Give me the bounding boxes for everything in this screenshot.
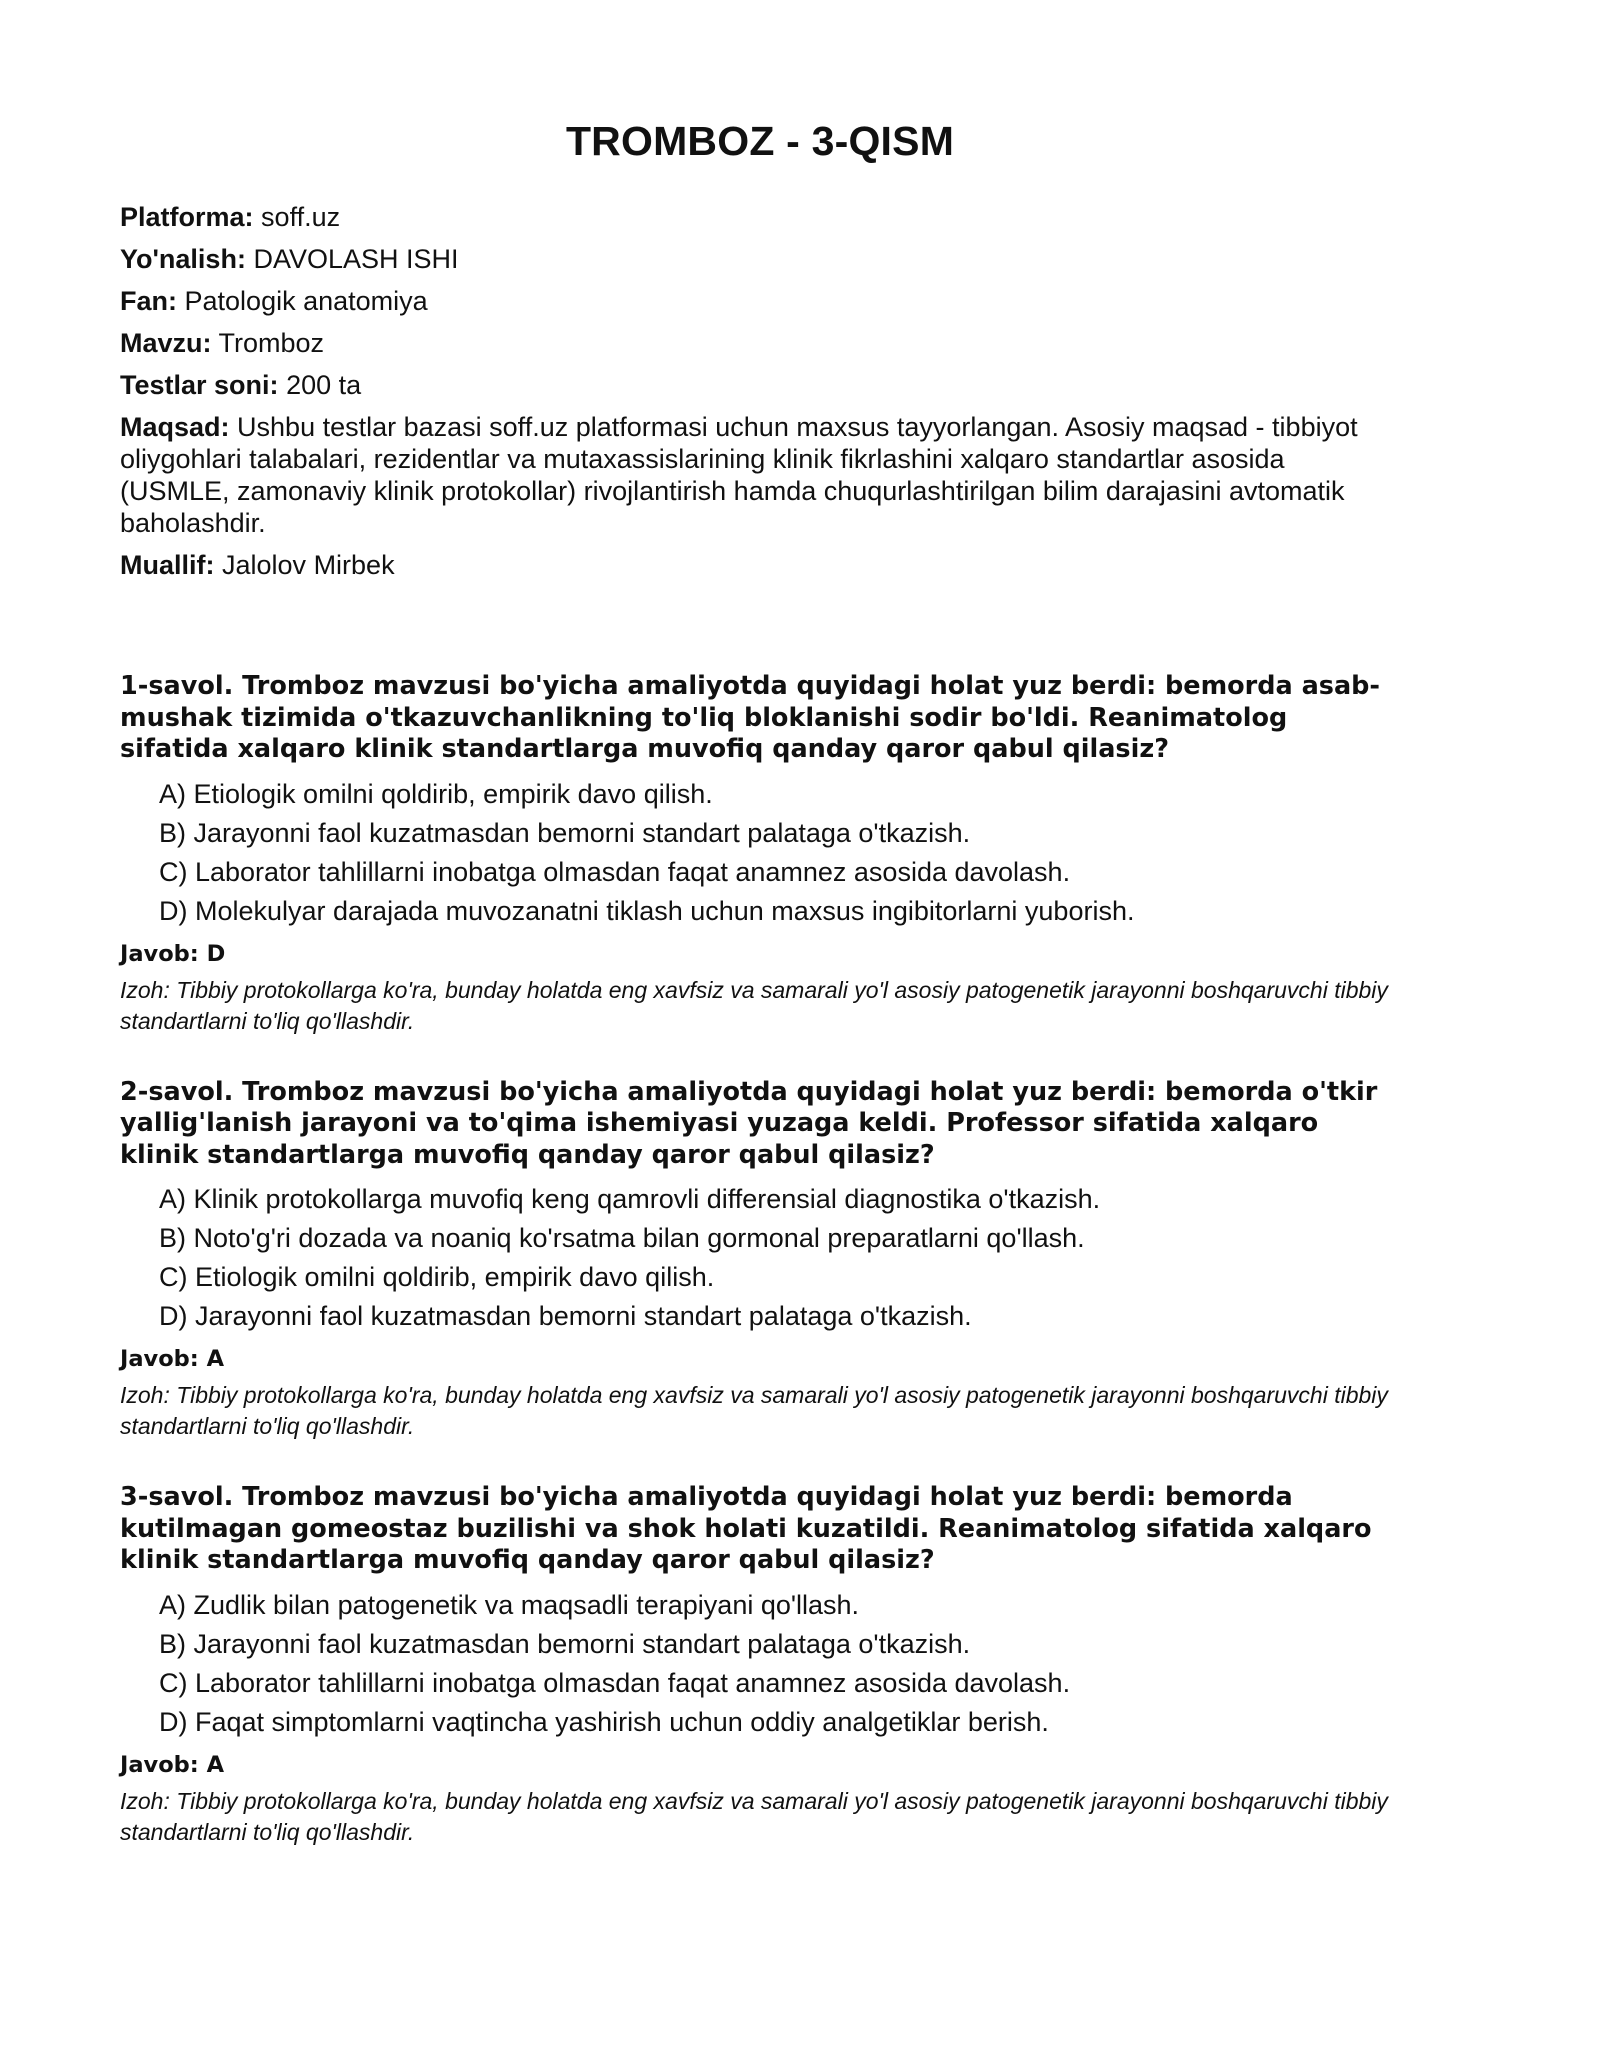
option-b: B) Noto'g'ri dozada va noaniq ko'rsatma bilan gormonal preparatlarni qo'llash.	[159, 1223, 1085, 1253]
meta-platforma	[120, 201, 1400, 233]
meta-label: Mavzu:	[120, 328, 212, 358]
meta-fan	[120, 285, 1400, 317]
meta-label: Platforma:	[120, 202, 254, 232]
meta-testlar-soni	[120, 369, 1400, 401]
option-d: D) Molekulyar darajada muvozanatni tiklash uchun maxsus ingibitorlarni yuborish.	[159, 895, 1135, 926]
meta-value: soff.uz	[261, 202, 341, 232]
meta-muallif	[120, 549, 1400, 581]
options-list	[120, 1183, 1400, 1332]
option-d: D) Faqat simptomlarni vaqtincha yashirish uchun oddiy analgetiklar berish.	[159, 1706, 1049, 1737]
option-b: B) Jarayonni faol kuzatmasdan bemorni standart palataga o'tkazish.	[159, 817, 971, 848]
answer-label: Javob: D	[120, 940, 226, 967]
options-list	[120, 778, 1400, 927]
question-3	[120, 1482, 1400, 1848]
question-1	[120, 671, 1400, 1037]
meta-label: Muallif:	[120, 550, 215, 580]
question-2	[120, 1077, 1400, 1443]
meta-yonalish	[120, 243, 1400, 275]
option-c: C) Etiologik omilni qoldirib, empirik davo qilish.	[159, 1262, 715, 1292]
question-text: 1-savol. Tromboz mavzusi bo'yicha amaliyotda quyidagi holat yuz berdi: bemorda asab-mushak tizimida o'tkazuvchanlikning to'liq bloklanishi sodir bo'ldi. Reanimatolog sifatida xalqaro klinik standartlarga muvofiq qanday qaror qabul qilasiz?	[120, 671, 1380, 764]
answer-label: Javob: A	[120, 1751, 225, 1778]
answer-label: Javob: A	[120, 1346, 225, 1372]
meta-value: Jalolov Mirbek	[222, 550, 395, 580]
explanation-text: Izoh: Tibbiy protokollarga ko'ra, bunday holatda eng xavfsiz va samarali yo'l asosiy patogenetik jarayonni boshqaruvchi tibbiy standartlarni to'liq qo'llashdir.	[120, 1382, 1388, 1439]
meta-label: Yo'nalish:	[120, 244, 246, 274]
options-list	[120, 1589, 1400, 1738]
question-text: 2-savol. Tromboz mavzusi bo'yicha amaliyotda quyidagi holat yuz berdi: bemorda o'tkir yallig'lanish jarayoni va to'qima ishemiyasi yuzaga keldi. Professor sifatida xalqaro klinik standartlarga muvofiq qanday qaror qabul qilasiz?	[120, 1076, 1378, 1170]
meta-value: Patologik anatomiya	[184, 286, 428, 316]
section-spacer	[120, 591, 1400, 671]
option-d: D) Jarayonni faol kuzatmasdan bemorni standart palataga o'tkazish.	[159, 1301, 972, 1331]
meta-mavzu	[120, 327, 1400, 359]
meta-label: Maqsad:	[120, 412, 230, 442]
option-a: A) Klinik protokollarga muvofiq keng qamrovli differensial diagnostika o'tkazish.	[159, 1184, 1101, 1214]
option-a: A) Etiologik omilni qoldirib, empirik davo qilish.	[159, 778, 713, 809]
meta-value: 200 ta	[286, 370, 362, 400]
explanation-text: Izoh: Tibbiy protokollarga ko'ra, bunday holatda eng xavfsiz va samarali yo'l asosiy patogenetik jarayonni boshqaruvchi tibbiy standartlarni to'liq qo'llashdir.	[120, 976, 1388, 1034]
option-b: B) Jarayonni faol kuzatmasdan bemorni standart palataga o'tkazish.	[159, 1628, 971, 1659]
meta-value: Tromboz	[218, 328, 325, 358]
option-c: C) Laborator tahlillarni inobatga olmasdan faqat anamnez asosida davolash.	[159, 1667, 1071, 1698]
question-text: 3-savol. Tromboz mavzusi bo'yicha amaliyotda quyidagi holat yuz berdi: bemorda kutilmagan gomeostaz buzilishi va shok holati kuzatildi. Reanimatolog sifatida xalqaro klinik standartlarga muvofiq qanday qaror qabul qilasiz?	[120, 1482, 1372, 1575]
metadata-block	[120, 201, 1400, 581]
explanation-text: Izoh: Tibbiy protokollarga ko'ra, bunday holatda eng xavfsiz va samarali yo'l asosiy patogenetik jarayonni boshqaruvchi tibbiy standartlarni to'liq qo'llashdir.	[120, 1787, 1388, 1845]
meta-value: DAVOLASH ISHI	[253, 244, 459, 274]
meta-value: Ushbu testlar bazasi soff.uz platformasi uchun maxsus tayyorlangan. Asosiy maqsad - tibbiyot oliygohlari talabalari, rezidentlar va mutaxassislarining klinik fikrlashini xalqaro standartlar asosida (USMLE, zamonaviy klinik protokollar) rivojlantirish hamda chuqurlashtirilgan bilim darajasini avtomatik baholashdir.	[120, 412, 1358, 538]
meta-maqsad	[120, 411, 1400, 539]
option-a: A) Zudlik bilan patogenetik va maqsadli terapiyani qo'llash.	[159, 1589, 860, 1620]
meta-label: Testlar soni:	[120, 370, 279, 400]
document-title: TROMBOZ - 3-QISM	[565, 118, 955, 164]
meta-label: Fan:	[120, 286, 177, 316]
option-c: C) Laborator tahlillarni inobatga olmasdan faqat anamnez asosida davolash.	[159, 856, 1071, 887]
